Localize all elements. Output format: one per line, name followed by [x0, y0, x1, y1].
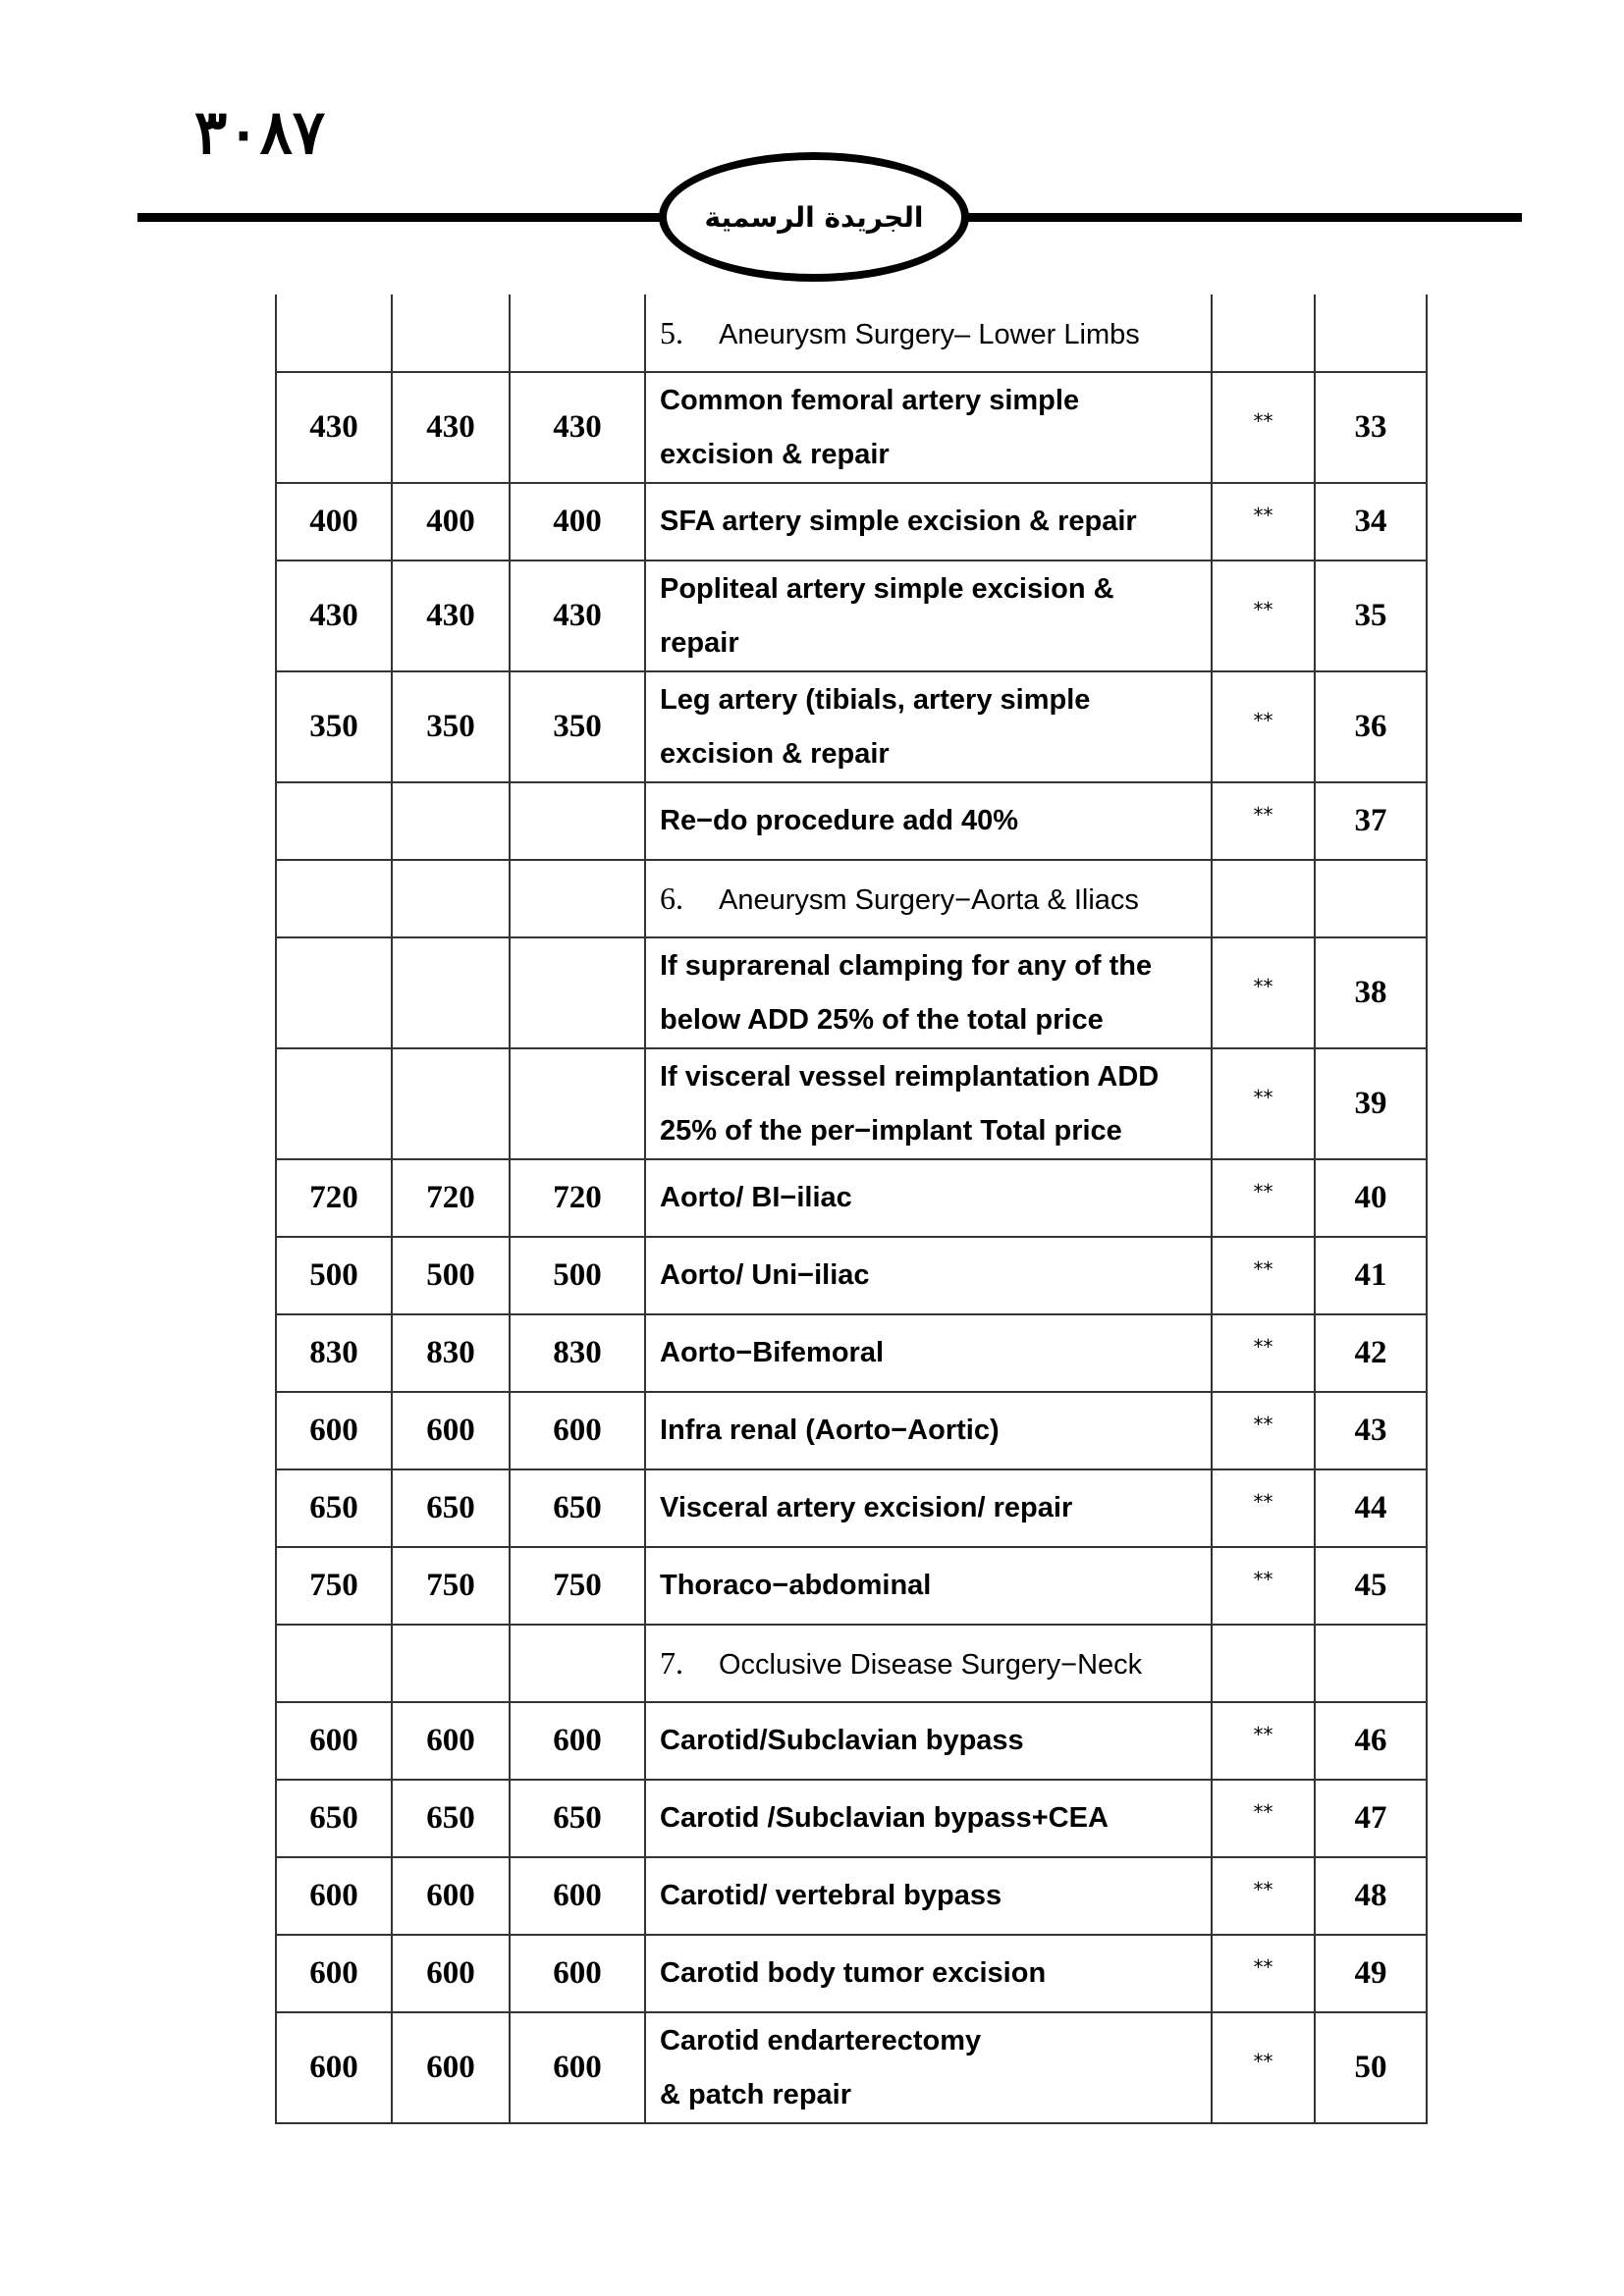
description-line: Visceral artery excision/ repair — [660, 1492, 1073, 1523]
table-row — [276, 1702, 1427, 1780]
price-cell-3 — [510, 937, 645, 1048]
procedure-description-cell — [645, 1048, 1212, 1159]
table-row — [276, 1048, 1427, 1159]
item-number-cell: 42 — [1315, 1314, 1427, 1392]
description-line: If suprarenal clamping for any of the — [660, 949, 1153, 982]
price-cell-3: 500 — [510, 1237, 645, 1314]
mark-cell: ** — [1212, 1547, 1315, 1625]
price-cell-3: 600 — [510, 1857, 645, 1935]
table-row — [276, 561, 1427, 671]
procedure-description-cell — [645, 1314, 1212, 1392]
price-cell-1: 350 — [276, 671, 392, 782]
description-line: excision & repair — [660, 737, 890, 770]
table-row — [276, 937, 1427, 1048]
item-number-cell — [1315, 1625, 1427, 1702]
price-cell-2: 600 — [392, 1935, 510, 2012]
mark-cell: ** — [1212, 1780, 1315, 1857]
item-number-cell: 40 — [1315, 1159, 1427, 1237]
item-number-cell: 49 — [1315, 1935, 1427, 2012]
price-cell-2: 430 — [392, 372, 510, 483]
procedure-description-cell — [645, 483, 1212, 561]
price-cell-2: 430 — [392, 561, 510, 671]
price-cell-2: 750 — [392, 1547, 510, 1625]
section-row — [276, 1625, 1427, 1702]
price-cell-2 — [392, 1048, 510, 1159]
description-line: & patch repair — [660, 2078, 851, 2110]
price-cell-1: 600 — [276, 1857, 392, 1935]
mark-cell: ** — [1212, 937, 1315, 1048]
procedure-description-cell — [645, 1392, 1212, 1469]
price-cell-1: 500 — [276, 1237, 392, 1314]
price-cell-3: 400 — [510, 483, 645, 561]
procedure-description-cell — [645, 1702, 1212, 1780]
table-row — [276, 1780, 1427, 1857]
description-line: Carotid endarterectomy — [660, 2024, 982, 2056]
description-line: SFA artery simple excision & repair — [660, 506, 1137, 537]
price-cell-3: 720 — [510, 1159, 645, 1237]
price-cell-1: 430 — [276, 561, 392, 671]
table-row — [276, 483, 1427, 561]
procedure-description-cell — [645, 2012, 1212, 2123]
price-cell-2: 600 — [392, 1702, 510, 1780]
item-number-cell: 41 — [1315, 1237, 1427, 1314]
item-number-cell: 48 — [1315, 1857, 1427, 1935]
price-cell-1: 600 — [276, 1702, 392, 1780]
description-line: Thoraco−abdominal — [660, 1570, 932, 1601]
section-row — [276, 294, 1427, 372]
price-cell-2: 350 — [392, 671, 510, 782]
description-line: Carotid/ vertebral bypass — [660, 1880, 1002, 1911]
price-cell-2 — [392, 1625, 510, 1702]
price-cell-2: 400 — [392, 483, 510, 561]
table-row — [276, 2012, 1427, 2123]
mark-cell — [1212, 1625, 1315, 1702]
price-cell-1: 650 — [276, 1780, 392, 1857]
procedure-description-cell — [645, 1469, 1212, 1547]
mark-cell — [1212, 860, 1315, 937]
price-cell-3: 430 — [510, 372, 645, 483]
price-cell-3: 600 — [510, 1935, 645, 2012]
description-line: Leg artery (tibials, artery simple — [660, 683, 1091, 716]
table-row — [276, 1237, 1427, 1314]
description-line: Aorto/ BI−iliac — [660, 1182, 852, 1213]
page-number: ٣٠٨٧ — [194, 96, 326, 168]
price-cell-2: 600 — [392, 2012, 510, 2123]
procedure-description-cell — [645, 1935, 1212, 2012]
price-cell-3: 430 — [510, 561, 645, 671]
price-cell-3 — [510, 782, 645, 860]
price-cell-2: 720 — [392, 1159, 510, 1237]
price-cell-2 — [392, 937, 510, 1048]
price-cell-3: 650 — [510, 1780, 645, 1857]
mark-cell: ** — [1212, 1857, 1315, 1935]
item-number-cell: 33 — [1315, 372, 1427, 483]
section-label: Occlusive Disease Surgery−Neck — [719, 1649, 1143, 1681]
section-number: 6. — [660, 881, 683, 916]
price-cell-2 — [392, 860, 510, 937]
price-cell-3 — [510, 294, 645, 372]
procedure-description-cell — [645, 782, 1212, 860]
section-label: Aneurysm Surgery– Lower Limbs — [719, 318, 1140, 350]
table-row — [276, 671, 1427, 782]
description-line: excision & repair — [660, 438, 890, 470]
section-row — [276, 860, 1427, 937]
price-cell-2: 500 — [392, 1237, 510, 1314]
table-row — [276, 1547, 1427, 1625]
item-number-cell — [1315, 294, 1427, 372]
procedure-description-cell — [645, 1547, 1212, 1625]
table-row — [276, 1469, 1427, 1547]
section-number: 7. — [660, 1645, 683, 1681]
mark-cell: ** — [1212, 1702, 1315, 1780]
mark-cell: ** — [1212, 1392, 1315, 1469]
description-line: Re−do procedure add 40% — [660, 805, 1019, 836]
price-cell-1: 600 — [276, 1935, 392, 2012]
section-label: Aneurysm Surgery−Aorta & Iliacs — [719, 884, 1139, 916]
price-cell-1 — [276, 937, 392, 1048]
price-cell-3: 600 — [510, 1392, 645, 1469]
mark-cell: ** — [1212, 782, 1315, 860]
description-line: Popliteal artery simple excision & — [660, 572, 1114, 605]
section-title-cell — [645, 860, 1212, 937]
price-cell-1: 720 — [276, 1159, 392, 1237]
procedure-description-cell — [645, 671, 1212, 782]
description-line: repair — [660, 626, 739, 659]
item-number-cell: 34 — [1315, 483, 1427, 561]
price-cell-1: 600 — [276, 1392, 392, 1469]
mark-cell: ** — [1212, 1314, 1315, 1392]
description-line: If visceral vessel reimplantation ADD — [660, 1060, 1160, 1093]
description-line: below ADD 25% of the total price — [660, 1003, 1104, 1036]
section-number: 5. — [660, 314, 683, 350]
item-number-cell: 35 — [1315, 561, 1427, 671]
item-number-cell: 39 — [1315, 1048, 1427, 1159]
gazette-title: الجريدة الرسمية — [704, 200, 924, 234]
mark-cell: ** — [1212, 1048, 1315, 1159]
price-cell-1 — [276, 1625, 392, 1702]
section-title-cell — [645, 294, 1212, 372]
mark-cell: ** — [1212, 561, 1315, 671]
procedure-description-cell — [645, 372, 1212, 483]
table-row — [276, 1314, 1427, 1392]
price-cell-1: 430 — [276, 372, 392, 483]
table-row — [276, 782, 1427, 860]
price-cell-1 — [276, 1048, 392, 1159]
item-number-cell: 38 — [1315, 937, 1427, 1048]
price-cell-2 — [392, 782, 510, 860]
price-cell-1: 600 — [276, 2012, 392, 2123]
item-number-cell: 50 — [1315, 2012, 1427, 2123]
description-line: Common femoral artery simple — [660, 384, 1080, 416]
price-cell-3 — [510, 860, 645, 937]
mark-cell: ** — [1212, 2012, 1315, 2123]
item-number-cell: 44 — [1315, 1469, 1427, 1547]
mark-cell — [1212, 294, 1315, 372]
price-cell-3: 350 — [510, 671, 645, 782]
description-line: Aorto−Bifemoral — [660, 1337, 885, 1368]
mark-cell: ** — [1212, 483, 1315, 561]
price-cell-3: 830 — [510, 1314, 645, 1392]
item-number-cell — [1315, 860, 1427, 937]
table-row — [276, 372, 1427, 483]
price-cell-1 — [276, 860, 392, 937]
price-cell-3: 750 — [510, 1547, 645, 1625]
item-number-cell: 45 — [1315, 1547, 1427, 1625]
description-line: Carotid/Subclavian bypass — [660, 1725, 1024, 1756]
procedure-description-cell — [645, 1159, 1212, 1237]
procedure-description-cell — [645, 1780, 1212, 1857]
price-cell-1 — [276, 782, 392, 860]
description-line: Infra renal (Aorto−Aortic) — [660, 1415, 1000, 1446]
table-row — [276, 1935, 1427, 2012]
item-number-cell: 36 — [1315, 671, 1427, 782]
price-cell-3: 650 — [510, 1469, 645, 1547]
price-cell-1 — [276, 294, 392, 372]
procedure-description-cell — [645, 561, 1212, 671]
price-cell-2 — [392, 294, 510, 372]
item-number-cell: 43 — [1315, 1392, 1427, 1469]
price-cell-2: 650 — [392, 1469, 510, 1547]
table-row — [276, 1159, 1427, 1237]
procedure-description-cell — [645, 1237, 1212, 1314]
mark-cell: ** — [1212, 1237, 1315, 1314]
description-line: Aorto/ Uni−iliac — [660, 1259, 870, 1291]
mark-cell: ** — [1212, 671, 1315, 782]
description-line: 25% of the per−implant Total price — [660, 1114, 1122, 1147]
price-cell-1: 650 — [276, 1469, 392, 1547]
price-cell-1: 830 — [276, 1314, 392, 1392]
description-line: Carotid body tumor excision — [660, 1957, 1047, 1989]
section-title-cell — [645, 1625, 1212, 1702]
table-row — [276, 1392, 1427, 1469]
description-line: Carotid /Subclavian bypass+CEA — [660, 1802, 1109, 1834]
mark-cell: ** — [1212, 1935, 1315, 2012]
table-row — [276, 1857, 1427, 1935]
price-cell-3: 600 — [510, 2012, 645, 2123]
mark-cell: ** — [1212, 1469, 1315, 1547]
price-cell-2: 600 — [392, 1392, 510, 1469]
item-number-cell: 47 — [1315, 1780, 1427, 1857]
price-table — [275, 294, 1428, 2124]
procedure-description-cell — [645, 937, 1212, 1048]
price-cell-3 — [510, 1625, 645, 1702]
item-number-cell: 46 — [1315, 1702, 1427, 1780]
price-cell-1: 750 — [276, 1547, 392, 1625]
price-cell-1: 400 — [276, 483, 392, 561]
mark-cell: ** — [1212, 372, 1315, 483]
gazette-title-oval — [659, 152, 969, 282]
procedure-description-cell — [645, 1857, 1212, 1935]
price-cell-3: 600 — [510, 1702, 645, 1780]
mark-cell: ** — [1212, 1159, 1315, 1237]
price-cell-3 — [510, 1048, 645, 1159]
item-number-cell: 37 — [1315, 782, 1427, 860]
price-cell-2: 830 — [392, 1314, 510, 1392]
price-cell-2: 650 — [392, 1780, 510, 1857]
price-cell-2: 600 — [392, 1857, 510, 1935]
